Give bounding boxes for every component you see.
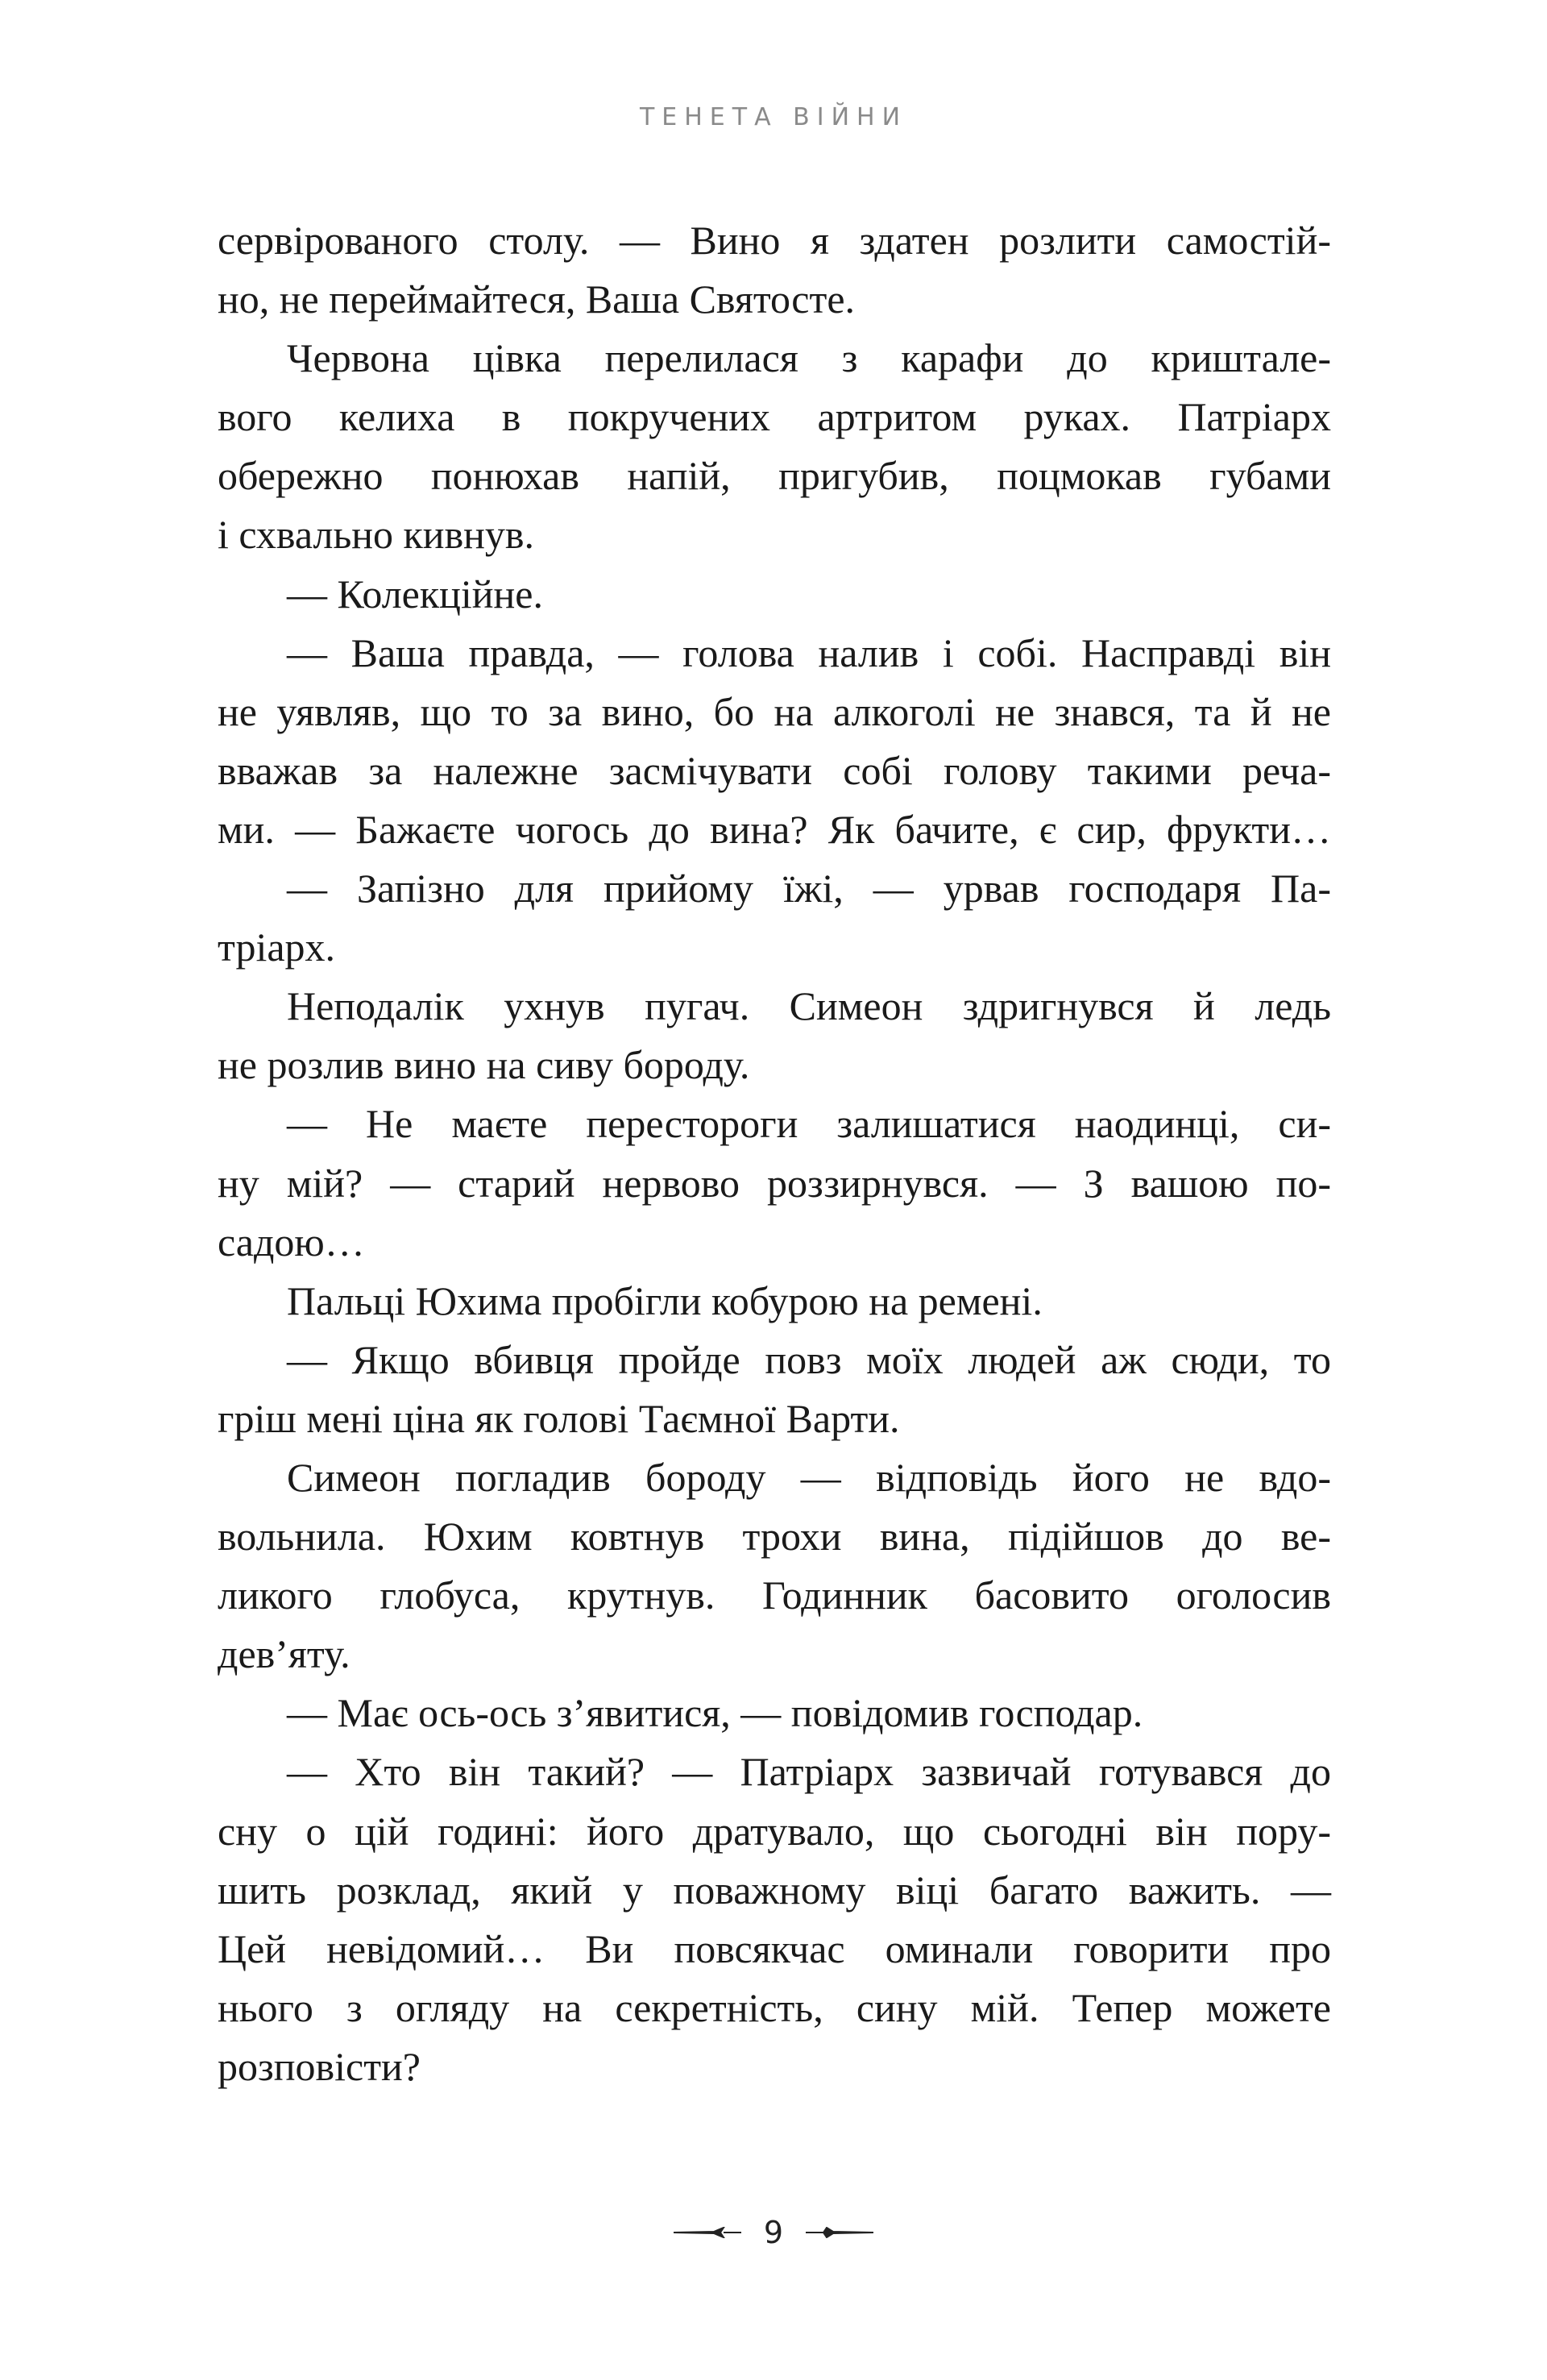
text-line: ликого глобуса, крутнув. Годинник басовито оголосив <box>218 1572 1331 1618</box>
text-line: і схвально кивнув. <box>218 512 535 558</box>
text-line: садою… <box>218 1219 365 1265</box>
text-line: Червона цівка перелилася з карафи до криштале- <box>287 335 1331 381</box>
text-line: Симеон погладив бороду — відповідь його не вдо- <box>287 1454 1331 1500</box>
text-line: шить розклад, який у поважному віці багато важить. — <box>218 1867 1331 1913</box>
text-line: не розлив вино на сиву бороду. <box>218 1042 750 1088</box>
text-line: ну мій? — старий нервово роззирнувся. — З вашою по- <box>218 1160 1331 1206</box>
text-line: дев’яту. <box>218 1631 350 1677</box>
text-line: вважав за належне засмічувати собі голову такими реча- <box>218 747 1331 793</box>
text-line: гріш мені ціна як голові Таємної Варти. <box>218 1395 900 1441</box>
text-line: — Ваша правда, — голова налив і собі. Насправді він <box>287 629 1331 675</box>
text-line: — Не маєте перестороги залишатися наодинці, си- <box>287 1101 1331 1147</box>
left-ornament-icon <box>674 2227 741 2238</box>
text-line: ми. — Бажаєте чогось до вина? Як бачите, є сир, фрукти… <box>218 806 1331 852</box>
text-line: — Запізно для прийому їжі, — урвав господаря Па- <box>287 866 1331 912</box>
text-line: Пальці Юхима пробігли кобурою на ремені. <box>287 1277 1043 1323</box>
text-line: обережно понюхав напій, пригубив, поцмокав губами <box>218 453 1331 499</box>
text-line: сну о цій годині: його дратувало, що сьогодні він пору- <box>218 1808 1331 1854</box>
text-line: не уявляв, що то за вино, бо на алкоголі не знався, та й не <box>218 688 1331 734</box>
page-footer <box>0 2215 1547 2250</box>
text-line: — Якщо вбивця пройде повз моїх людей аж сюди, то <box>287 1336 1331 1382</box>
text-line: Неподалік ухнув пугач. Симеон здригнувся й ледь <box>287 983 1331 1029</box>
running-head: ТЕНЕТА ВІЙНИ <box>639 103 908 131</box>
text-line: вольнила. Юхим ковтнув трохи вина, підійшов до ве- <box>218 1514 1331 1560</box>
text-line: розповісти? <box>218 2043 421 2089</box>
right-ornament-icon <box>806 2227 873 2238</box>
text-line: — Колекційне. <box>287 571 543 617</box>
text-line: тріарх. <box>218 924 336 970</box>
text-line: нього з огляду на секретність, сину мій. Тепер можете <box>218 1984 1331 2030</box>
text-line: вого келиха в покручених артритом руках. Патріарх <box>218 394 1331 440</box>
text-line: — Хто він такий? — Патріарх зазвичай готувався до <box>287 1749 1331 1795</box>
body-text <box>218 211 1331 2096</box>
text-line: но, не переймайтеся, Ваша Святосте. <box>218 276 856 322</box>
text-line: — Має ось-ось з’явитися, — повідомив господар. <box>287 1690 1143 1736</box>
text-line: сервірованого столу. — Вино я здатен розлити самостій- <box>218 218 1331 263</box>
page-number: 9 <box>763 2215 784 2250</box>
text-line: Цей невідомий… Ви повсякчас оминали говорити про <box>218 1925 1331 1971</box>
